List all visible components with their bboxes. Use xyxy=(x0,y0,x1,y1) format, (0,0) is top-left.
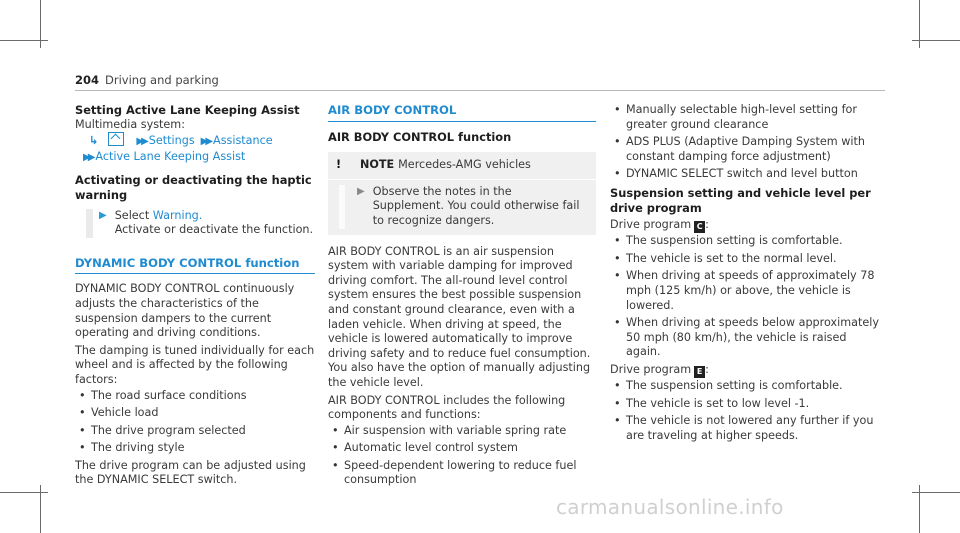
heading-suspension-setting: Suspension setting and vehicle level per drive program xyxy=(610,185,871,215)
crop-mark xyxy=(0,40,48,41)
note-divider xyxy=(328,179,596,180)
note-text: Observe the notes in the Supplement. You could otherwise fail to recognize dangers. xyxy=(372,184,580,227)
path-settings: Settings xyxy=(148,134,195,148)
program-e-list xyxy=(610,379,880,443)
step-prefix: Select xyxy=(114,208,150,222)
step-bar xyxy=(339,185,345,229)
list-item: • When driving at speeds of approximately 78 mph (125 km/h) or above, the vehicle is lowered. xyxy=(610,269,880,313)
arrow-right-icon: ▶ xyxy=(357,185,365,197)
section-title: AIR BODY CONTROL xyxy=(328,103,596,122)
heading-lane-keeping: Setting Active Lane Keeping Assist xyxy=(75,103,300,117)
component-list-cont xyxy=(610,103,880,182)
factor-list xyxy=(75,389,315,456)
watermark: carmanualsonline.info xyxy=(556,495,784,519)
paragraph: AIR BODY CONTROL is an air suspension system with variable damping for improved driving comfort. The all-round level control system ensures the best possible suspension and constant ground clearance, even with a laden vehicle. When driving at speed, the vehicle is lowered automatically to improve driving safety and to reduce fuel consumption. You also have the option of manually adjusting the vehicle level. xyxy=(328,244,591,389)
system-label: Multimedia system: xyxy=(75,117,185,131)
crop-mark xyxy=(0,492,48,493)
instruction-step xyxy=(75,209,315,238)
section-title: DYNAMIC BODY CONTROL function xyxy=(75,256,315,275)
header-rule xyxy=(75,90,885,91)
list-item: • The driving style xyxy=(75,441,315,456)
double-chevron-icon: ▶▶ xyxy=(83,151,93,163)
list-item: • The vehicle is set to low level -1. xyxy=(610,397,880,412)
path-assistance: Assistance xyxy=(213,134,273,148)
component-list xyxy=(328,424,596,488)
warning-icon: ! xyxy=(336,158,342,172)
list-item: • Vehicle load xyxy=(75,406,315,421)
program-label: Drive program xyxy=(610,362,692,376)
list-item: • The vehicle is set to the normal level. xyxy=(610,252,880,267)
list-item: • When driving at speeds below approximately 50 mph (80 km/h), the vehicle is raised again. xyxy=(610,316,880,360)
list-item: • The drive program selected xyxy=(75,424,315,439)
paragraph: AIR BODY CONTROL includes the following components and functions: xyxy=(328,393,566,422)
list-item: • ADS PLUS (Adaptive Damping System with constant damping force adjustment) xyxy=(610,135,880,164)
step-bar xyxy=(86,209,93,238)
section-name: Driving and parking xyxy=(105,73,219,87)
menu-path xyxy=(75,132,315,150)
list-item: • Air suspension with variable spring rate xyxy=(328,424,596,439)
running-header xyxy=(75,73,219,88)
paragraph: The drive program can be adjusted using the DYNAMIC SELECT switch. xyxy=(75,458,306,487)
program-c-list xyxy=(610,234,880,360)
column-middle xyxy=(328,103,596,491)
paragraph: The damping is tuned individually for each wheel and is affected by the following factors: xyxy=(75,343,315,386)
list-item: • Manually selectable high-level setting for greater ground clearance xyxy=(610,103,880,132)
crop-mark xyxy=(912,492,960,493)
crop-mark xyxy=(912,40,960,41)
arrow-right-icon: ▶ xyxy=(99,209,107,221)
list-item: • The road surface conditions xyxy=(75,389,315,404)
column-left xyxy=(75,103,315,488)
warning-link: Warning. xyxy=(152,208,203,222)
step-text: Activate or deactivate the function. xyxy=(114,223,314,237)
note-title: Mercedes-AMG vehicles xyxy=(398,158,531,172)
column-right: • Manually selectable high-level setting for greater ground clearance • ADS PLUS (Adaptive Damping System with constant damping force adjustment) • DYNAMIC SELECT switch and level button Suspension setting and vehicle level per drive program Drive program C : • The suspension setting is comfortable. • The vehicle is set to the normal level. • When driving at speeds of approximately 78 mph (125 km/h) or above, the vehicle is lowered. • When driving at speeds below approximately 50 mph (80 km/h), the vehicle is raised again. Drive program E : • The suspension setting is comfortable. • The vehicle is set to low level -1. • The vehicle is not lowered any further if you are traveling at higher speeds. xyxy=(610,103,880,446)
paragraph: DYNAMIC BODY CONTROL continuously adjusts the characteristics of the suspension dampers to the current operating and driving conditions. xyxy=(75,282,295,340)
heading-haptic-warning: Activating or deactivating the haptic warning xyxy=(75,173,312,202)
program-e-icon: E xyxy=(694,366,705,378)
list-item: • The suspension setting is comfortable. xyxy=(610,379,880,394)
list-item: • The vehicle is not lowered any further if you are traveling at higher speeds. xyxy=(610,414,880,443)
list-item: • DYNAMIC SELECT switch and level button xyxy=(610,167,880,182)
home-icon xyxy=(108,132,124,146)
double-chevron-icon: ▶▶ xyxy=(200,136,211,148)
heading-air-body: AIR BODY CONTROL function xyxy=(328,129,512,144)
note-box xyxy=(328,152,596,234)
list-item: • Automatic level control system xyxy=(328,441,596,456)
program-label: Drive program xyxy=(610,218,692,232)
menu-path-line2 xyxy=(75,150,315,166)
double-chevron-icon: ▶▶ xyxy=(136,136,146,148)
return-arrow-icon: ↳ xyxy=(89,134,99,148)
note-label: NOTE xyxy=(360,158,395,172)
list-item: • The suspension setting is comfortable. xyxy=(610,234,880,249)
list-item: • Speed-dependent lowering to reduce fuel consumption xyxy=(328,459,596,488)
path-active-lane: Active Lane Keeping Assist xyxy=(95,149,246,163)
program-c-icon: C xyxy=(694,221,705,233)
page-number: 204 xyxy=(75,73,100,87)
section-dynamic-body xyxy=(75,256,315,488)
